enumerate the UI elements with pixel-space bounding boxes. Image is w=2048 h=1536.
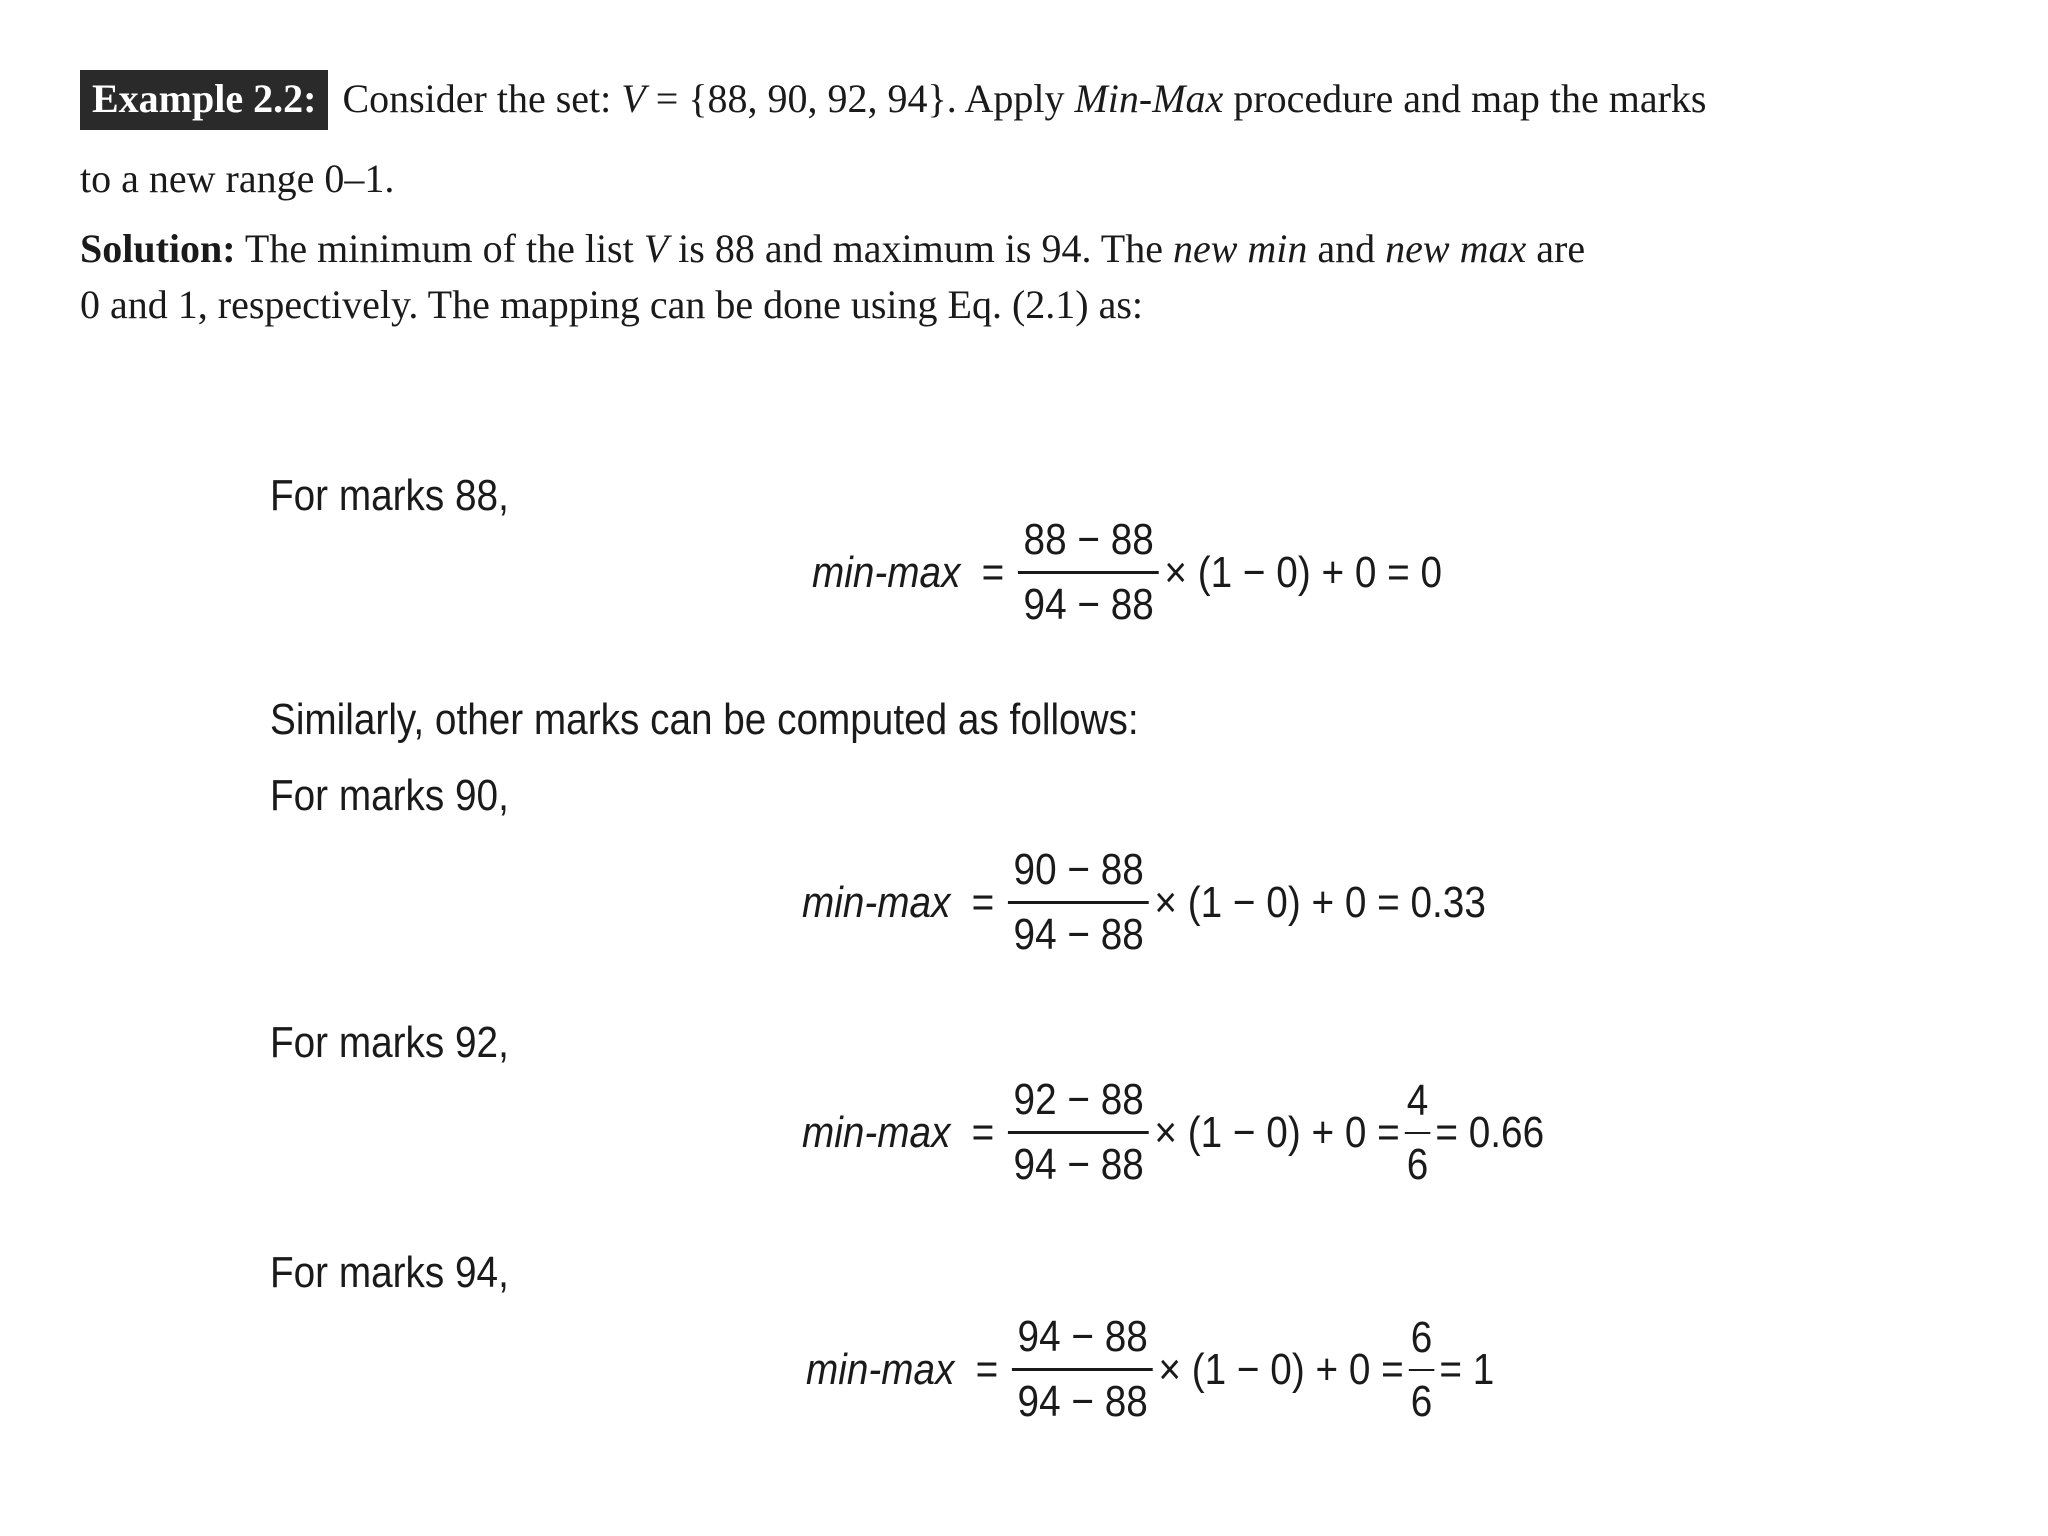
equation-lhs: min-max	[812, 547, 961, 597]
equation-result: = 1	[1439, 1344, 1495, 1394]
equation-tail: × (1 − 0) + 0 =	[1154, 1107, 1400, 1157]
solution-label: Solution:	[80, 226, 236, 271]
result-fraction	[1405, 1076, 1430, 1190]
equals-sign: =	[971, 1107, 995, 1157]
fraction	[1018, 515, 1159, 630]
result-fraction-numerator: 6	[1410, 1312, 1433, 1362]
solution-text-a: The minimum of the list	[235, 226, 644, 271]
fraction-numerator: 94 − 88	[1017, 1312, 1148, 1361]
equals-sign: =	[975, 1344, 999, 1394]
fraction-denominator: 94 − 88	[1013, 910, 1144, 959]
intro-marks-94: For marks 94,	[270, 1248, 509, 1297]
solution-var-v: V	[643, 226, 669, 271]
solution-text-d: are	[1526, 226, 1586, 271]
result-fraction	[1409, 1313, 1434, 1427]
similarly-text: Similarly, other marks can be computed as follows:	[270, 695, 1139, 744]
result-fraction-denominator: 6	[1406, 1139, 1429, 1189]
fraction	[1008, 845, 1149, 960]
intro-marks-90: For marks 90,	[270, 771, 509, 820]
solution-line-1	[80, 222, 1980, 276]
intro-marks-92: For marks 92,	[270, 1018, 509, 1067]
example-line-2: to a new range 0–1.	[80, 156, 395, 201]
example-text-a: Consider the set:	[342, 76, 622, 121]
equation-lhs: min-max	[806, 1344, 955, 1394]
solution-line-2: 0 and 1, respectively. The mapping can be done using Eq. (2.1) as:	[80, 282, 1144, 327]
solution-new-min: new min	[1172, 226, 1308, 271]
example-text-c: procedure and map the marks	[1223, 76, 1707, 121]
result-fraction-denominator: 6	[1410, 1376, 1433, 1426]
solution-text-c: and	[1307, 226, 1386, 271]
equation-tail: × (1 − 0) + 0 = 0.33	[1154, 877, 1486, 927]
fraction-denominator: 94 − 88	[1023, 580, 1154, 629]
solution-new-max: new max	[1385, 226, 1527, 271]
fraction	[1008, 1075, 1149, 1190]
example-line-1	[80, 70, 1980, 130]
equation-lhs: min-max	[802, 877, 951, 927]
equation-94	[806, 1312, 1494, 1427]
equals-sign: =	[981, 547, 1005, 597]
equation-88	[812, 515, 1442, 630]
example-label: Example 2.2:	[80, 70, 328, 130]
fraction-numerator: 90 − 88	[1013, 845, 1144, 894]
equation-tail: × (1 − 0) + 0 =	[1158, 1344, 1404, 1394]
fraction-denominator: 94 − 88	[1017, 1377, 1148, 1426]
example-minmax-term: Min-Max	[1074, 76, 1224, 121]
fraction-denominator: 94 − 88	[1013, 1140, 1144, 1189]
equation-result: = 0.66	[1435, 1107, 1545, 1157]
example-var-v: V	[621, 76, 646, 121]
equation-92	[802, 1075, 1544, 1190]
solution-text-b: is 88 and maximum is 94. The	[668, 226, 1173, 271]
example-text-b: = {88, 90, 92, 94}. Apply	[645, 76, 1075, 121]
fraction-numerator: 88 − 88	[1023, 515, 1154, 564]
equals-sign: =	[971, 877, 995, 927]
result-fraction-numerator: 4	[1406, 1075, 1429, 1125]
equation-90	[802, 845, 1486, 960]
equation-tail: × (1 − 0) + 0 = 0	[1164, 547, 1443, 597]
equation-lhs: min-max	[802, 1107, 951, 1157]
intro-marks-88: For marks 88,	[270, 471, 509, 520]
fraction	[1012, 1312, 1153, 1427]
fraction-numerator: 92 − 88	[1013, 1075, 1144, 1124]
